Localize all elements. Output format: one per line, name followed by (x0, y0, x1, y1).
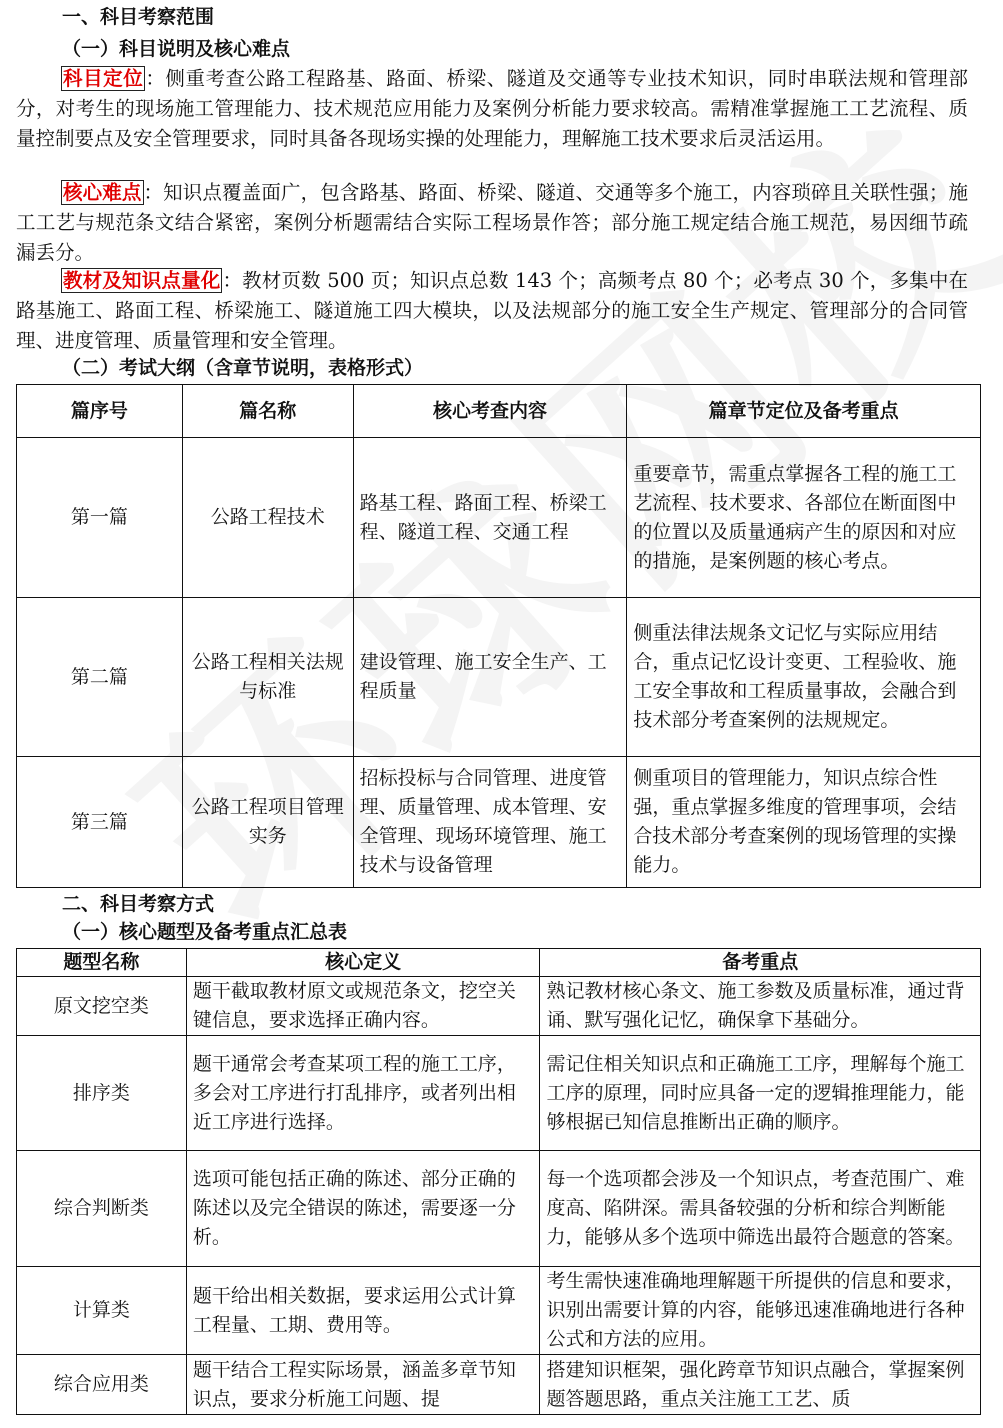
header-cell: 核心定义 (186, 949, 540, 977)
table-cell: 建设管理、施工安全生产、工程质量 (353, 598, 627, 757)
tag-quantification: 教材及知识点量化 (63, 269, 221, 292)
table-cell: 公路工程相关法规与标准 (182, 598, 353, 757)
header-cell: 核心考查内容 (353, 385, 627, 438)
table-cell: 招标投标与合同管理、进度管理、质量管理、成本管理、安全管理、现场环境管理、施工技术与设备管理 (353, 757, 627, 888)
section1-sub2: （二）考试大纲（含章节说明，表格形式） (62, 357, 424, 379)
table-cell: 题干截取教材原文或规范条文，挖空关键信息，要求选择正确内容。 (186, 977, 540, 1036)
table-row (17, 977, 981, 1036)
section1-sub1: （一）科目说明及核心难点 (62, 38, 291, 60)
table-cell: 搭建知识框架，强化跨章节知识点融合，掌握案例题答题思路，重点关注施工工艺、质 (540, 1355, 981, 1415)
table-cell: 需记住相关知识点和正确施工工序，理解每个施工工序的原理，同时应具备一定的逻辑推理能力，能够根据已知信息推断出正确的顺序。 (540, 1036, 981, 1151)
table-cell: 熟记教材核心条文、施工参数及质量标准，通过背诵、默写强化记忆，确保拿下基础分。 (540, 977, 981, 1036)
table-cell: 每一个选项都会涉及一个知识点，考查范围广、难度高、陷阱深。需具备较强的分析和综合判断能力，能够从多个选项中筛选出最符合题意的答案。 (540, 1151, 981, 1267)
table-row (17, 1036, 981, 1151)
table-cell: 重要章节，需重点掌握各工程的施工工艺流程、技术要求、各部位在断面图中的位置以及质量通病产生的原因和对应的措施，是案例题的核心考点。 (627, 438, 981, 598)
table-row (17, 757, 981, 888)
table-row (17, 1151, 981, 1267)
para-difficulty-text: ：知识点覆盖面广，包含路基、路面、桥梁、隧道、交通等多个施工，内容琐碎且关联性强；施工工艺与规范条文结合紧密，案例分析题需结合实际工程场景作答；部分施工规定结合施工规范，易因细节疏漏丢分。 (16, 181, 968, 264)
para-quantification-text: ：教材页数 500 页；知识点总数 143 个；高频考点 80 个；必考点 30 个，多集中在路基施工、路面工程、桥梁施工、隧道施工四大模块，以及法规部分的施工安全生产规定、管理部分的合同管理、进度管理、质量管理和安全管理。 (16, 269, 968, 352)
table-header-row (17, 949, 981, 977)
syllabus-table (16, 384, 981, 888)
table-cell: 综合判断类 (17, 1151, 187, 1267)
table-cell: 题干通常会考查某项工程的施工工序，多会对工序进行打乱排序，或者列出相近工序进行选择。 (186, 1036, 540, 1151)
header-cell: 篇名称 (182, 385, 353, 438)
table-row (17, 438, 981, 598)
para-quantification (16, 266, 968, 356)
table-cell: 公路工程技术 (182, 438, 353, 598)
table-header-row (17, 385, 981, 438)
para-positioning-text: ：侧重考查公路工程路基、路面、桥梁、隧道及交通等专业技术知识，同时串联法规和管理部分，对考生的现场施工管理能力、技术规范应用能力及案例分析能力要求较高。需精准掌握施工工艺流程、质量控制要点及安全管理要求，同时具备各现场实操的处理能力，理解施工技术要求后灵活运用。 (16, 67, 968, 150)
table-cell: 综合应用类 (17, 1355, 187, 1415)
table-cell: 路基工程、路面工程、桥梁工程、隧道工程、交通工程 (353, 438, 627, 598)
table-cell: 第一篇 (17, 438, 183, 598)
table-cell: 计算类 (17, 1267, 187, 1355)
table-cell: 考生需快速准确地理解题干所提供的信息和要求，识别出需要计算的内容，能够迅速准确地进行各种公式和方法的应用。 (540, 1267, 981, 1355)
table-cell: 题干给出相关数据，要求运用公式计算工程量、工期、费用等。 (186, 1267, 540, 1355)
table-cell: 题干结合工程实际场景，涵盖多章节知识点，要求分析施工问题、提 (186, 1355, 540, 1415)
header-cell: 题型名称 (17, 949, 187, 977)
table-cell: 侧重法律法规条文记忆与实际应用结合，重点记忆设计变更、工程验收、施工安全事故和工程质量事故，会融合到技术部分考查案例的法规规定。 (627, 598, 981, 757)
header-cell: 备考重点 (540, 949, 981, 977)
table-cell: 侧重项目的管理能力，知识点综合性强，重点掌握多维度的管理事项，会结合技术部分考查案例的现场管理的实操能力。 (627, 757, 981, 888)
table-cell: 第三篇 (17, 757, 183, 888)
section2-sub1: （一）核心题型及备考重点汇总表 (62, 921, 348, 943)
table-cell: 原文挖空类 (17, 977, 187, 1036)
tag-positioning: 科目定位 (63, 67, 144, 90)
table-cell: 第二篇 (17, 598, 183, 757)
tag-difficulty: 核心难点 (63, 181, 142, 204)
table-cell: 选项可能包括正确的陈述、部分正确的陈述以及完全错误的陈述，需要逐一分析。 (186, 1151, 540, 1267)
table-row (17, 1267, 981, 1355)
section2-title: 二、科目考察方式 (62, 893, 215, 915)
para-difficulty (16, 178, 968, 268)
table-row (17, 598, 981, 757)
table-row (17, 1355, 981, 1415)
question-type-table (16, 948, 981, 1415)
para-positioning (16, 64, 968, 154)
header-cell: 篇序号 (17, 385, 183, 438)
table-cell: 公路工程项目管理实务 (182, 757, 353, 888)
section1-title: 一、科目考察范围 (62, 6, 215, 28)
table-cell: 排序类 (17, 1036, 187, 1151)
header-cell: 篇章节定位及备考重点 (627, 385, 981, 438)
